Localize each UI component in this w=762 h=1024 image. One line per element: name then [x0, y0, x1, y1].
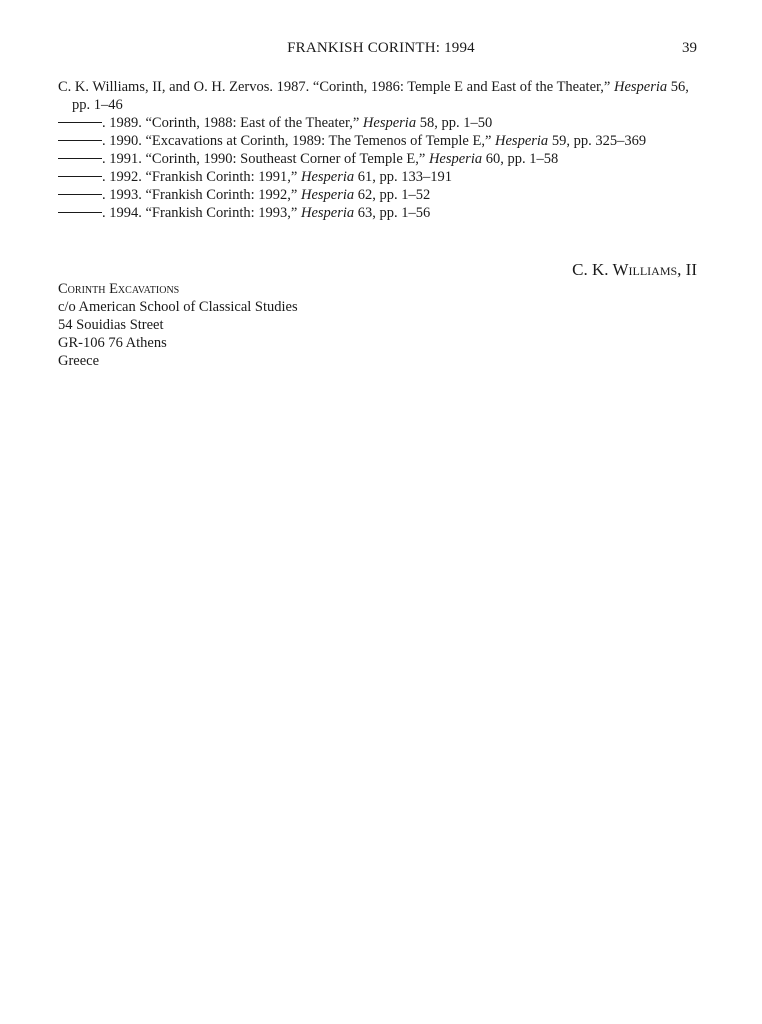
address-institution: Corinth Excavations — [58, 281, 180, 297]
bib-entry-tail: 61, pp. 133–191 — [354, 169, 453, 185]
journal-title: Hesperia — [300, 169, 355, 185]
running-head — [0, 40, 762, 62]
bib-entry — [58, 114, 700, 132]
journal-title: Hesperia — [495, 133, 549, 149]
address-line: c/o American School of Classical Studies — [58, 299, 298, 315]
bib-entry-tail: 59, pp. 325–369 — [548, 133, 647, 149]
journal-title: Hesperia — [428, 151, 483, 167]
bib-entry-lead: . 1994. “Frankish Corinth: 1993,” — [102, 205, 301, 221]
bib-entry-lead: . 1993. “Frankish Corinth: 1992,” — [102, 187, 301, 203]
ditto-dash — [58, 194, 102, 195]
bibliography — [58, 78, 700, 222]
bib-entry-lead: . 1992. “Frankish Corinth: 1991,” — [102, 169, 301, 185]
ditto-dash — [58, 140, 102, 141]
bib-entry-tail: 60, pp. 1–58 — [482, 151, 559, 167]
ditto-dash — [58, 158, 102, 159]
ditto-dash — [58, 122, 102, 123]
bib-entry — [58, 150, 700, 168]
bib-entry-tail: 63, pp. 1–56 — [354, 205, 431, 221]
author-signature: C. K. Williams, II — [572, 260, 697, 279]
ditto-dash — [58, 176, 102, 177]
author-address — [58, 280, 298, 370]
page-number: 39 — [682, 40, 697, 56]
running-title: FRANKISH CORINTH: 1994 — [287, 40, 475, 56]
bib-entry — [58, 78, 700, 114]
bib-entry — [58, 132, 700, 150]
bib-entry-tail: 58, pp. 1–50 — [416, 115, 493, 131]
address-line: GR-106 76 Athens — [58, 335, 167, 351]
address-line: 54 Souidias Street — [58, 317, 164, 333]
journal-title: Hesperia — [300, 205, 355, 221]
bib-entry — [58, 186, 700, 204]
bib-entry-lead: . 1991. “Corinth, 1990: Southeast Corner of Temple E,” — [102, 151, 429, 167]
journal-title: Hesperia — [362, 115, 417, 131]
ditto-dash — [58, 212, 102, 213]
bib-entry-lead: . 1989. “Corinth, 1988: East of the Theater,” — [102, 115, 363, 131]
bib-entry-tail: 56, pp. 1–46 — [72, 79, 689, 113]
journal-title: Hesperia — [300, 187, 355, 203]
bib-entry — [58, 204, 700, 222]
bib-entry-lead: C. K. Williams, II, and O. H. Zervos. 1987. “Corinth, 1986: Temple E and East of the Theater,” — [58, 79, 614, 95]
bib-entry — [58, 168, 700, 186]
bib-entry-tail: 62, pp. 1–52 — [354, 187, 431, 203]
journal-title: Hesperia — [613, 79, 668, 95]
bib-entry-lead: . 1990. “Excavations at Corinth, 1989: The Temenos of Temple E,” — [102, 133, 496, 149]
address-line: Greece — [58, 353, 100, 369]
